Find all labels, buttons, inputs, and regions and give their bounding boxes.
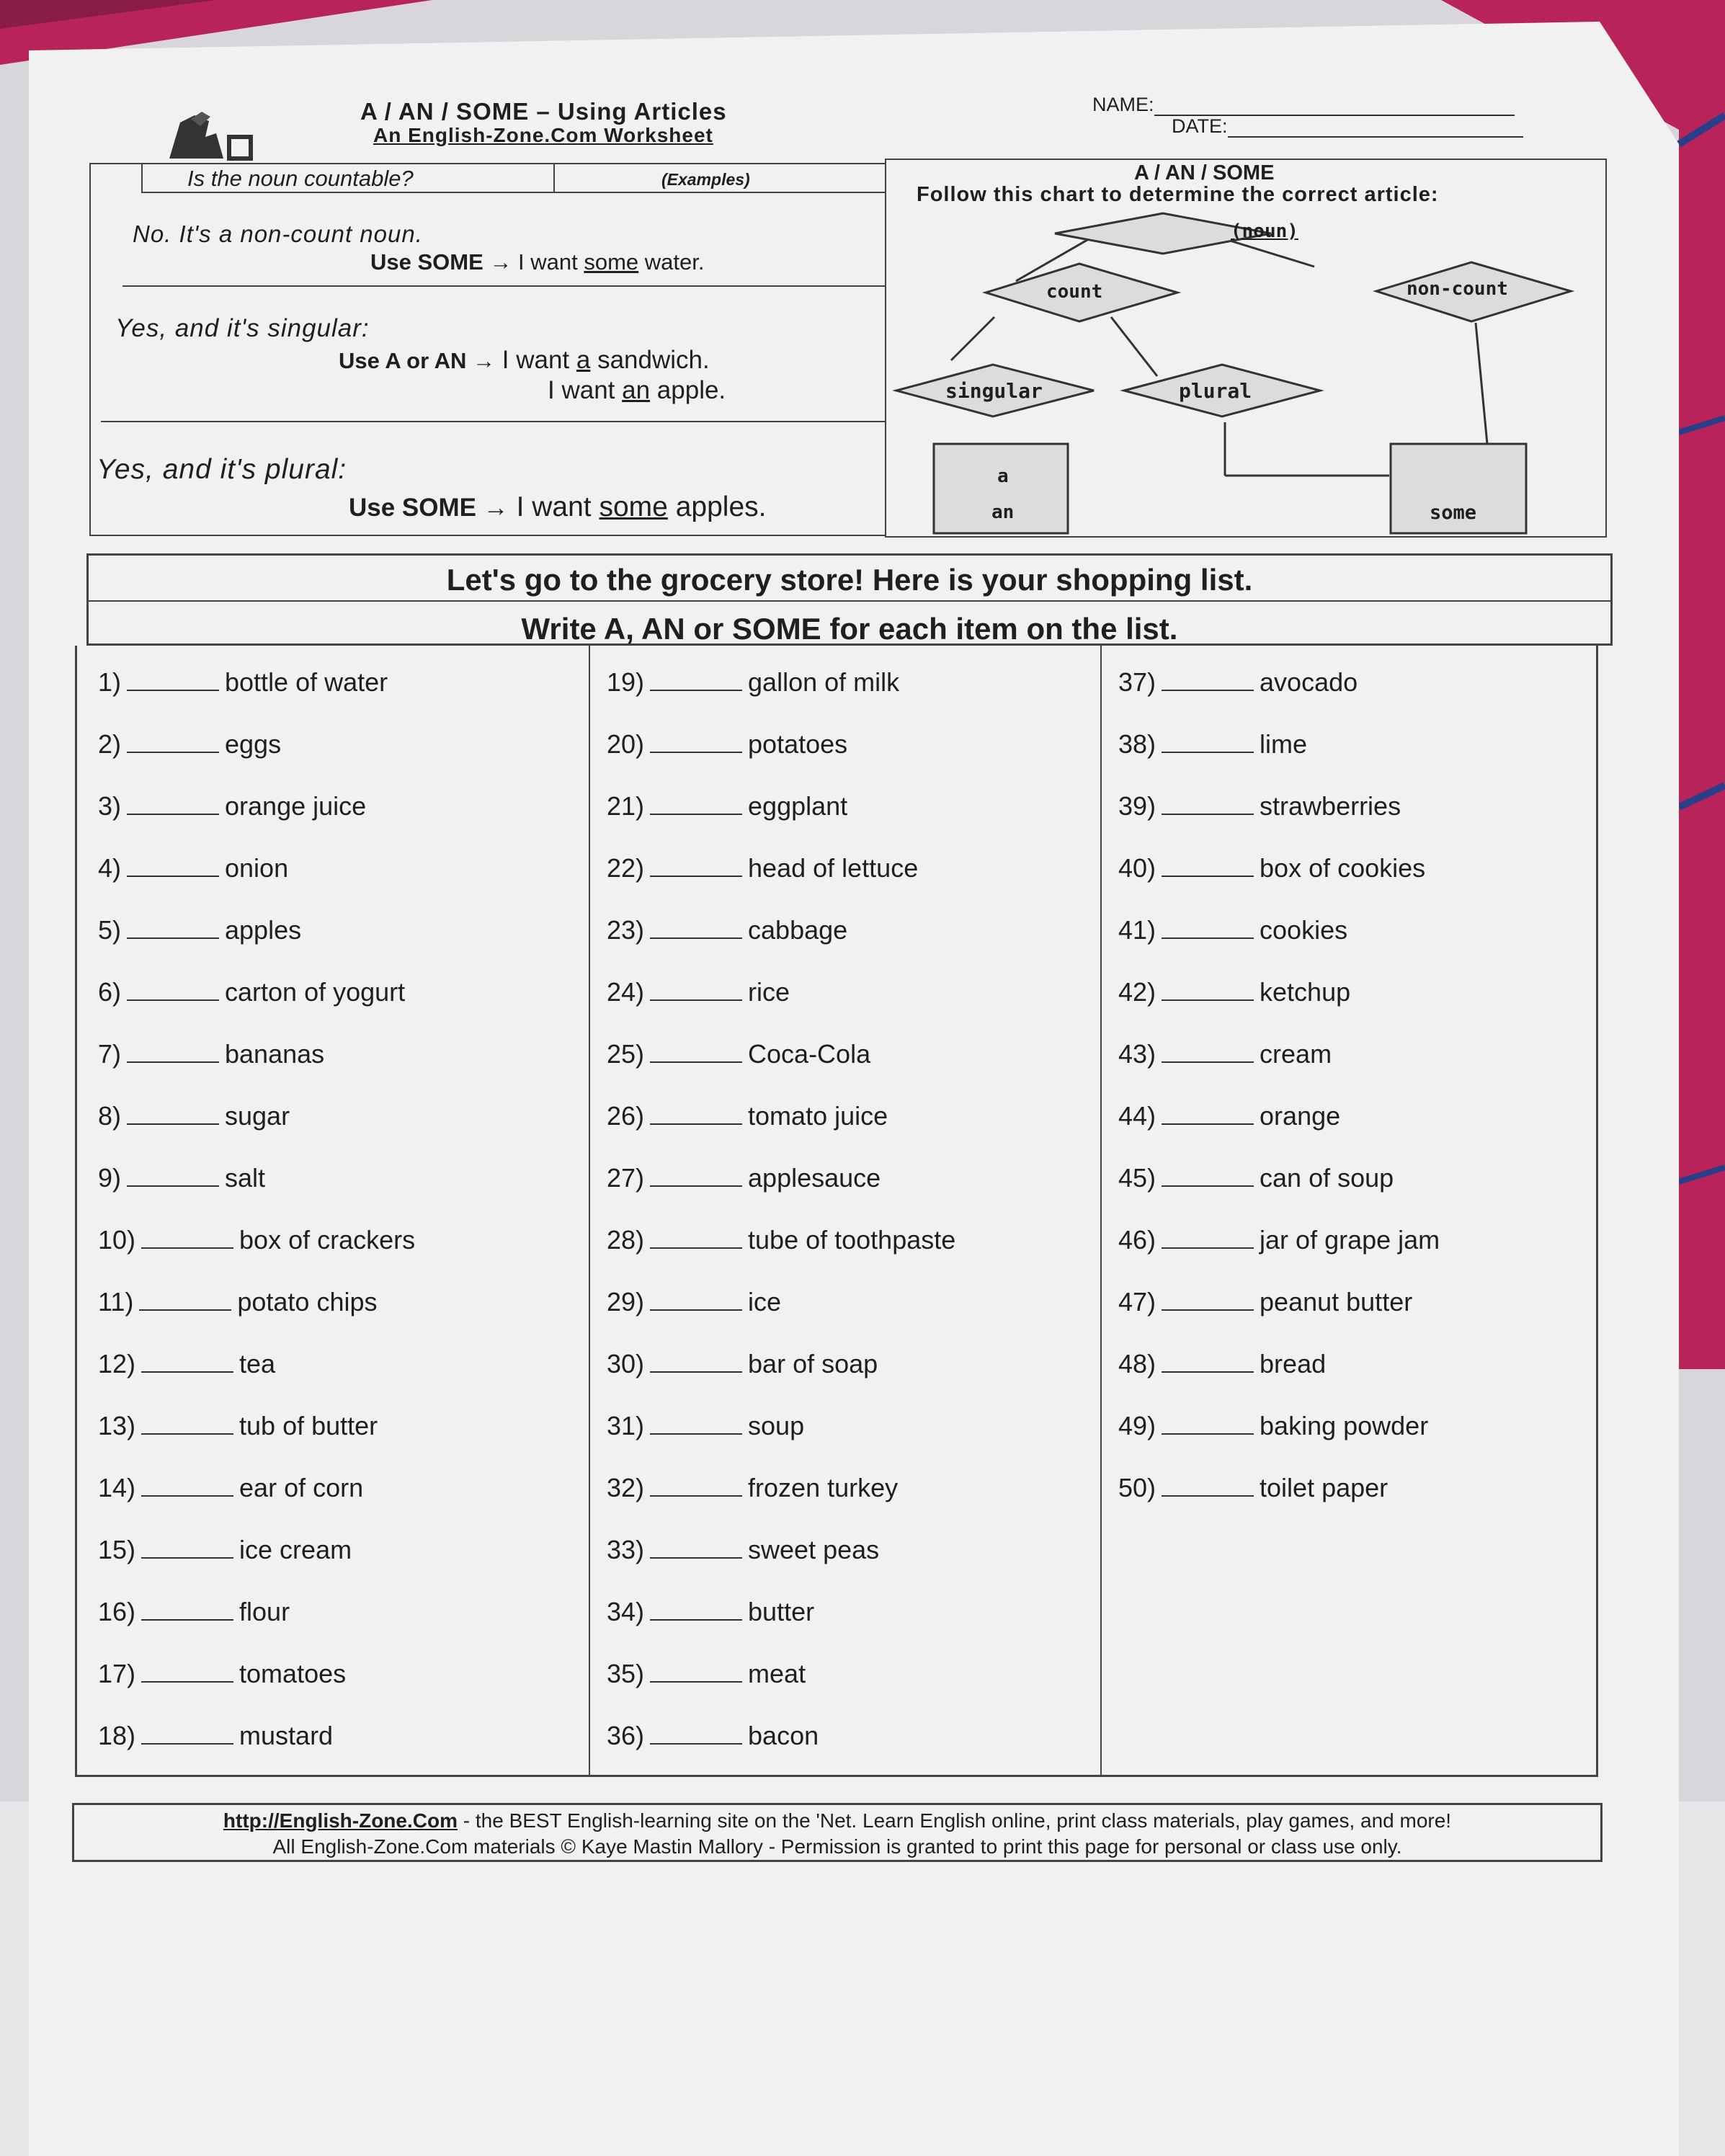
flow-box-some-label: some	[1430, 502, 1477, 524]
list-item	[1118, 853, 1425, 883]
item-number: 46)	[1118, 1225, 1156, 1255]
list-item	[1118, 1287, 1412, 1317]
banner-line-1: Let's go to the grocery store! Here is your shopping list.	[446, 563, 1253, 597]
flow-box-an-label: an	[991, 502, 1015, 523]
item-label: jar of grape jam	[1260, 1225, 1440, 1255]
footer-line-1	[74, 1808, 1600, 1834]
list-item	[98, 1101, 290, 1131]
footer-line1-rest: - the BEST English-learning site on the 'Net. Learn English online, print class materials, play games, and more!	[457, 1809, 1452, 1832]
item-number: 5)	[98, 915, 122, 945]
article-blank[interactable]	[1162, 1426, 1254, 1435]
article-blank[interactable]	[650, 1240, 742, 1249]
item-number: 37)	[1118, 667, 1156, 697]
article-blank[interactable]	[650, 682, 742, 691]
article-blank[interactable]	[1162, 992, 1254, 1001]
list-item	[98, 667, 388, 698]
article-blank[interactable]	[650, 868, 742, 877]
item-label: potato chips	[237, 1287, 378, 1317]
plural-example-post: apples.	[675, 491, 767, 522]
list-item	[607, 1535, 879, 1565]
article-blank[interactable]	[1162, 682, 1254, 691]
article-blank[interactable]	[650, 1488, 742, 1497]
banner-line-2: Write A, AN or SOME for each item on the list.	[521, 612, 1178, 646]
item-number: 10)	[98, 1225, 136, 1255]
item-label: avocado	[1260, 667, 1358, 697]
flow-plural-label: plural	[1179, 379, 1252, 403]
item-label: orange juice	[225, 791, 367, 821]
name-field[interactable]	[1092, 94, 1515, 116]
item-label: meat	[748, 1659, 806, 1688]
item-label: sugar	[225, 1101, 290, 1131]
item-number: 31)	[607, 1411, 645, 1440]
article-blank[interactable]	[650, 1054, 742, 1063]
item-number: 26)	[607, 1101, 645, 1131]
flowchart-instruction: Follow this chart to determine the correct article:	[917, 183, 1439, 206]
article-blank[interactable]	[1162, 806, 1254, 815]
article-blank[interactable]	[650, 992, 742, 1001]
list-item	[1118, 977, 1350, 1007]
item-number: 12)	[98, 1349, 136, 1378]
article-blank[interactable]	[650, 1116, 742, 1125]
item-label: soup	[748, 1411, 805, 1440]
footer-line-2: All English-Zone.Com materials © Kaye Mastin Mallory - Permission is granted to print this page for personal or class use only.	[272, 1835, 1402, 1858]
list-item	[98, 1039, 324, 1069]
item-label: eggplant	[748, 791, 848, 821]
item-number: 18)	[98, 1721, 136, 1750]
date-blank[interactable]	[1228, 136, 1523, 138]
flow-singular-label: singular	[945, 379, 1043, 403]
question-label: Is the noun countable?	[187, 166, 414, 191]
article-blank[interactable]	[141, 1736, 233, 1745]
item-label: toilet paper	[1260, 1473, 1389, 1502]
english-zone-logo	[166, 108, 259, 166]
site-footer	[72, 1803, 1603, 1862]
shopping-banner	[86, 553, 1613, 646]
date-field[interactable]	[1172, 115, 1523, 138]
worksheet-subtitle: An English-Zone.Com Worksheet	[373, 124, 713, 146]
item-label: salt	[225, 1163, 266, 1193]
item-label: baking powder	[1260, 1411, 1429, 1440]
item-label: eggs	[225, 729, 282, 759]
item-number: 6)	[98, 977, 122, 1007]
article-blank[interactable]	[141, 1488, 233, 1497]
article-blank[interactable]	[650, 930, 742, 939]
item-label: cream	[1260, 1039, 1332, 1069]
list-item	[607, 1349, 878, 1379]
item-label: tea	[239, 1349, 276, 1378]
list-item	[98, 1535, 352, 1565]
list-item	[98, 1597, 290, 1627]
item-label: apples	[225, 915, 302, 945]
article-blank[interactable]	[139, 1302, 231, 1311]
list-item	[1118, 729, 1307, 760]
article-blank[interactable]	[127, 930, 219, 939]
plural-use: Use SOME →	[349, 494, 509, 522]
item-number: 44)	[1118, 1101, 1156, 1131]
item-label: tomatoes	[239, 1659, 347, 1688]
item-label: tube of toothpaste	[748, 1225, 956, 1255]
item-number: 22)	[607, 853, 645, 883]
list-item	[98, 1163, 265, 1193]
noncount-example-post: water.	[644, 249, 705, 275]
item-number: 24)	[607, 977, 645, 1007]
list-item	[607, 1163, 881, 1193]
flow-box-a-label: a	[997, 466, 1009, 487]
article-blank[interactable]	[127, 1054, 219, 1063]
item-number: 35)	[607, 1659, 645, 1688]
list-item	[98, 1349, 275, 1379]
item-number: 1)	[98, 667, 122, 697]
item-number: 20)	[607, 729, 645, 759]
item-label: head of lettuce	[748, 853, 919, 883]
article-blank[interactable]	[141, 1674, 233, 1683]
item-number: 49)	[1118, 1411, 1156, 1440]
item-number: 30)	[607, 1349, 645, 1378]
item-number: 9)	[98, 1163, 122, 1193]
article-blank[interactable]	[650, 1302, 742, 1311]
item-number: 21)	[607, 791, 645, 821]
name-label: NAME:	[1092, 94, 1154, 115]
footer-link[interactable]: http://English-Zone.Com	[223, 1809, 458, 1832]
flowchart-connectors	[951, 232, 1487, 476]
item-label: bacon	[748, 1721, 819, 1750]
article-blank[interactable]	[650, 1178, 742, 1187]
article-blank[interactable]	[1162, 1488, 1254, 1497]
item-label: ice cream	[239, 1535, 352, 1564]
article-blank[interactable]	[1162, 744, 1254, 753]
list-item	[98, 1659, 346, 1689]
list-item	[607, 1101, 888, 1131]
item-number: 23)	[607, 915, 645, 945]
article-blank[interactable]	[141, 1364, 233, 1373]
article-blank[interactable]	[650, 1612, 742, 1621]
plural-example-pre: I want	[516, 491, 592, 522]
list-item	[98, 977, 405, 1007]
item-label: peanut butter	[1260, 1287, 1413, 1317]
item-number: 4)	[98, 853, 122, 883]
item-label: flour	[239, 1597, 290, 1626]
item-label: sweet peas	[748, 1535, 880, 1564]
item-number: 13)	[98, 1411, 136, 1440]
list-item	[1118, 1349, 1326, 1379]
item-number: 32)	[607, 1473, 645, 1502]
list-item	[1118, 1225, 1440, 1255]
worksheet-title: A / AN / SOME – Using Articles	[360, 98, 727, 125]
plural-example	[349, 491, 766, 523]
item-number: 11)	[98, 1287, 134, 1317]
item-number: 27)	[607, 1163, 645, 1193]
list-item	[607, 1411, 804, 1441]
item-number: 14)	[98, 1473, 136, 1502]
noncount-example	[370, 249, 705, 275]
article-blank[interactable]	[127, 1116, 219, 1125]
item-label: applesauce	[748, 1163, 881, 1193]
noncount-example-word: some	[584, 249, 639, 275]
article-blank[interactable]	[141, 1612, 233, 1621]
flow-count-label: count	[1046, 281, 1103, 303]
list-item	[1118, 1039, 1332, 1069]
item-number: 43)	[1118, 1039, 1156, 1069]
item-number: 33)	[607, 1535, 645, 1564]
article-blank[interactable]	[1162, 1302, 1254, 1311]
item-number: 29)	[607, 1287, 645, 1317]
item-label: carton of yogurt	[225, 977, 406, 1007]
list-item	[98, 1411, 378, 1441]
flow-noun-label: (noun)	[1231, 220, 1298, 242]
singular-example2-post: apple.	[656, 376, 726, 404]
list-item	[1118, 915, 1347, 945]
item-label: gallon of milk	[748, 667, 900, 697]
item-label: ear of corn	[239, 1473, 364, 1502]
item-label: butter	[748, 1597, 815, 1626]
article-blank[interactable]	[1162, 1240, 1254, 1249]
article-blank[interactable]	[127, 1178, 219, 1187]
singular-heading: Yes, and it's singular:	[115, 314, 370, 342]
list-item	[1118, 1473, 1388, 1503]
list-item	[607, 1597, 814, 1627]
list-item	[607, 667, 899, 698]
article-blank[interactable]	[650, 806, 742, 815]
article-blank[interactable]	[127, 992, 219, 1001]
item-number: 16)	[98, 1597, 136, 1626]
flowchart-diagram	[885, 159, 1607, 538]
list-item	[98, 1225, 415, 1255]
noncount-use: Use SOME →	[370, 249, 512, 275]
item-number: 41)	[1118, 915, 1156, 945]
item-label: bar of soap	[748, 1349, 878, 1378]
list-item	[1118, 1101, 1340, 1131]
article-blank[interactable]	[127, 868, 219, 877]
item-label: cookies	[1260, 915, 1348, 945]
item-number: 15)	[98, 1535, 136, 1564]
item-label: ice	[748, 1287, 782, 1317]
singular-use: Use A or AN →	[339, 348, 496, 373]
list-item	[98, 915, 301, 945]
item-label: orange	[1260, 1101, 1341, 1131]
item-number: 50)	[1118, 1473, 1156, 1502]
list-item	[607, 1473, 898, 1503]
singular-example-2	[548, 376, 726, 405]
item-number: 38)	[1118, 729, 1156, 759]
item-label: bottle of water	[225, 667, 388, 697]
item-label: strawberries	[1260, 791, 1401, 821]
list-item	[98, 853, 288, 883]
singular-example1-word: a	[576, 346, 591, 374]
singular-example1-pre: I want	[502, 346, 570, 374]
plural-example-word: some	[599, 491, 668, 522]
examples-label: (Examples)	[661, 170, 750, 189]
item-label: bananas	[225, 1039, 325, 1069]
item-number: 40)	[1118, 853, 1156, 883]
item-label: potatoes	[748, 729, 848, 759]
article-blank[interactable]	[1162, 930, 1254, 939]
article-blank[interactable]	[127, 744, 219, 753]
item-number: 47)	[1118, 1287, 1156, 1317]
article-blank[interactable]	[1162, 1364, 1254, 1373]
item-number: 19)	[607, 667, 645, 697]
item-number: 42)	[1118, 977, 1156, 1007]
item-label: tub of butter	[239, 1411, 378, 1440]
article-blank[interactable]	[650, 1364, 742, 1373]
noncount-heading: No. It's a non-count noun.	[133, 220, 423, 247]
article-blank[interactable]	[141, 1426, 233, 1435]
singular-example1-post: sandwich.	[597, 346, 710, 374]
article-blank[interactable]	[650, 1736, 742, 1745]
item-label: ketchup	[1260, 977, 1351, 1007]
list-item	[1118, 1163, 1394, 1193]
plural-heading: Yes, and it's plural:	[97, 454, 347, 485]
list-item	[98, 1473, 363, 1503]
list-item	[607, 1225, 955, 1255]
item-number: 7)	[98, 1039, 122, 1069]
item-label: box of cookies	[1260, 853, 1426, 883]
list-item	[1118, 1411, 1428, 1441]
article-blank[interactable]	[650, 1674, 742, 1683]
noncount-example-pre: I want	[518, 249, 578, 275]
article-blank[interactable]	[127, 682, 219, 691]
article-blank[interactable]	[1162, 1116, 1254, 1125]
article-blank[interactable]	[1162, 1054, 1254, 1063]
item-label: tomato juice	[748, 1101, 888, 1131]
flowchart-title: A / AN / SOME	[1134, 161, 1275, 184]
article-blank[interactable]	[1162, 1178, 1254, 1187]
list-item	[607, 853, 918, 883]
item-number: 36)	[607, 1721, 645, 1750]
item-label: cabbage	[748, 915, 848, 945]
item-label: mustard	[239, 1721, 334, 1750]
list-item	[1118, 791, 1401, 821]
list-item	[98, 1721, 333, 1751]
item-number: 3)	[98, 791, 122, 821]
item-number: 45)	[1118, 1163, 1156, 1193]
article-blank[interactable]	[127, 806, 219, 815]
article-blank[interactable]	[650, 1426, 742, 1435]
list-item	[607, 1721, 819, 1751]
article-blank[interactable]	[650, 1550, 742, 1559]
flow-noncount-label: non-count	[1407, 278, 1508, 300]
item-number: 48)	[1118, 1349, 1156, 1378]
item-label: can of soup	[1260, 1163, 1394, 1193]
item-label: lime	[1260, 729, 1308, 759]
item-label: bread	[1260, 1349, 1327, 1378]
list-item	[1118, 667, 1358, 698]
item-label: frozen turkey	[748, 1473, 899, 1502]
list-item	[607, 791, 847, 821]
item-number: 17)	[98, 1659, 136, 1688]
date-label: DATE:	[1172, 115, 1228, 137]
article-blank[interactable]	[141, 1550, 233, 1559]
item-number: 25)	[607, 1039, 645, 1069]
singular-example2-word: an	[622, 376, 651, 404]
list-item	[607, 977, 790, 1007]
item-label: box of crackers	[239, 1225, 416, 1255]
item-number: 34)	[607, 1597, 645, 1626]
item-number: 8)	[98, 1101, 122, 1131]
list-item	[98, 729, 281, 760]
list-item	[98, 791, 366, 821]
list-item	[607, 1287, 781, 1317]
item-number: 2)	[98, 729, 122, 759]
list-item	[607, 1659, 806, 1689]
article-blank[interactable]	[650, 744, 742, 753]
item-number: 28)	[607, 1225, 645, 1255]
item-label: rice	[748, 977, 790, 1007]
singular-example2-pre: I want	[548, 376, 615, 404]
item-number: 39)	[1118, 791, 1156, 821]
list-item	[607, 915, 847, 945]
list-item	[607, 1039, 870, 1069]
item-label: onion	[225, 853, 289, 883]
singular-example-1	[339, 346, 710, 375]
item-label: Coca-Cola	[748, 1039, 871, 1069]
article-blank[interactable]	[141, 1240, 233, 1249]
article-blank[interactable]	[1162, 868, 1254, 877]
list-item	[98, 1287, 378, 1317]
list-item	[607, 729, 847, 760]
